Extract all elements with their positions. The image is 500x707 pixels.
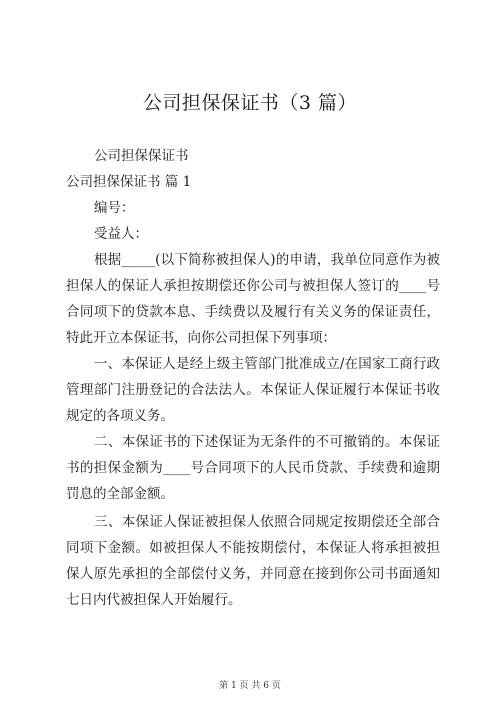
document-title: 公司担保保证书（3 篇） xyxy=(142,92,358,114)
paragraph-4-line: 三、本保证人保证被担保人依照合同规定按期偿还全部合 xyxy=(94,514,440,530)
paragraph-1-line: 根据_____(以下简称被担保人)的申请，我单位同意作为被 xyxy=(94,252,440,268)
paragraph-3-line: 二、本保证书的下述保证为无条件的不可撤销的。本保证 xyxy=(94,434,440,450)
paragraph-4-line: 同项下金额。如被担保人不能按期偿付，本保证人将承担被担 xyxy=(66,540,440,556)
paragraph-1-line: 特此开立本保证书，向你公司担保下列事项： xyxy=(66,330,336,346)
paragraph-1-line: 担保人的保证人承担按期偿还你公司与被担保人签订的____号 xyxy=(66,278,440,294)
paragraph-2-line: 一、本保证人是经上级主管部门批准成立/在国家工商行政 xyxy=(94,356,440,372)
paragraph-3-line: 书的担保金额为____号合同项下的人民币贷款、手续费和逾期 xyxy=(66,460,440,476)
subsection-heading: 公司担保保证书 篇 1 xyxy=(66,174,192,190)
paragraph-2-line: 管理部门注册登记的合法法人。本保证人保证履行本保证书收 xyxy=(66,382,440,398)
paragraph-2-line: 规定的各项义务。 xyxy=(66,408,174,424)
paragraph-3-line: 罚息的全部金额。 xyxy=(66,486,174,502)
field-number: 编号： xyxy=(94,200,135,216)
section-heading: 公司担保保证书 xyxy=(94,148,189,164)
paragraph-1-line: 合同项下的贷款本息、手续费以及履行有关义务的保证责任， xyxy=(66,304,440,320)
page-number: 第 1 页 共 6 页 xyxy=(219,681,281,691)
paragraph-4-line: 保人原先承担的全部偿付义务，并同意在接到你公司书面通知 xyxy=(66,566,440,582)
paragraph-4-line: 七日内代被担保人开始履行。 xyxy=(66,592,242,608)
field-beneficiary: 受益人： xyxy=(94,226,148,242)
